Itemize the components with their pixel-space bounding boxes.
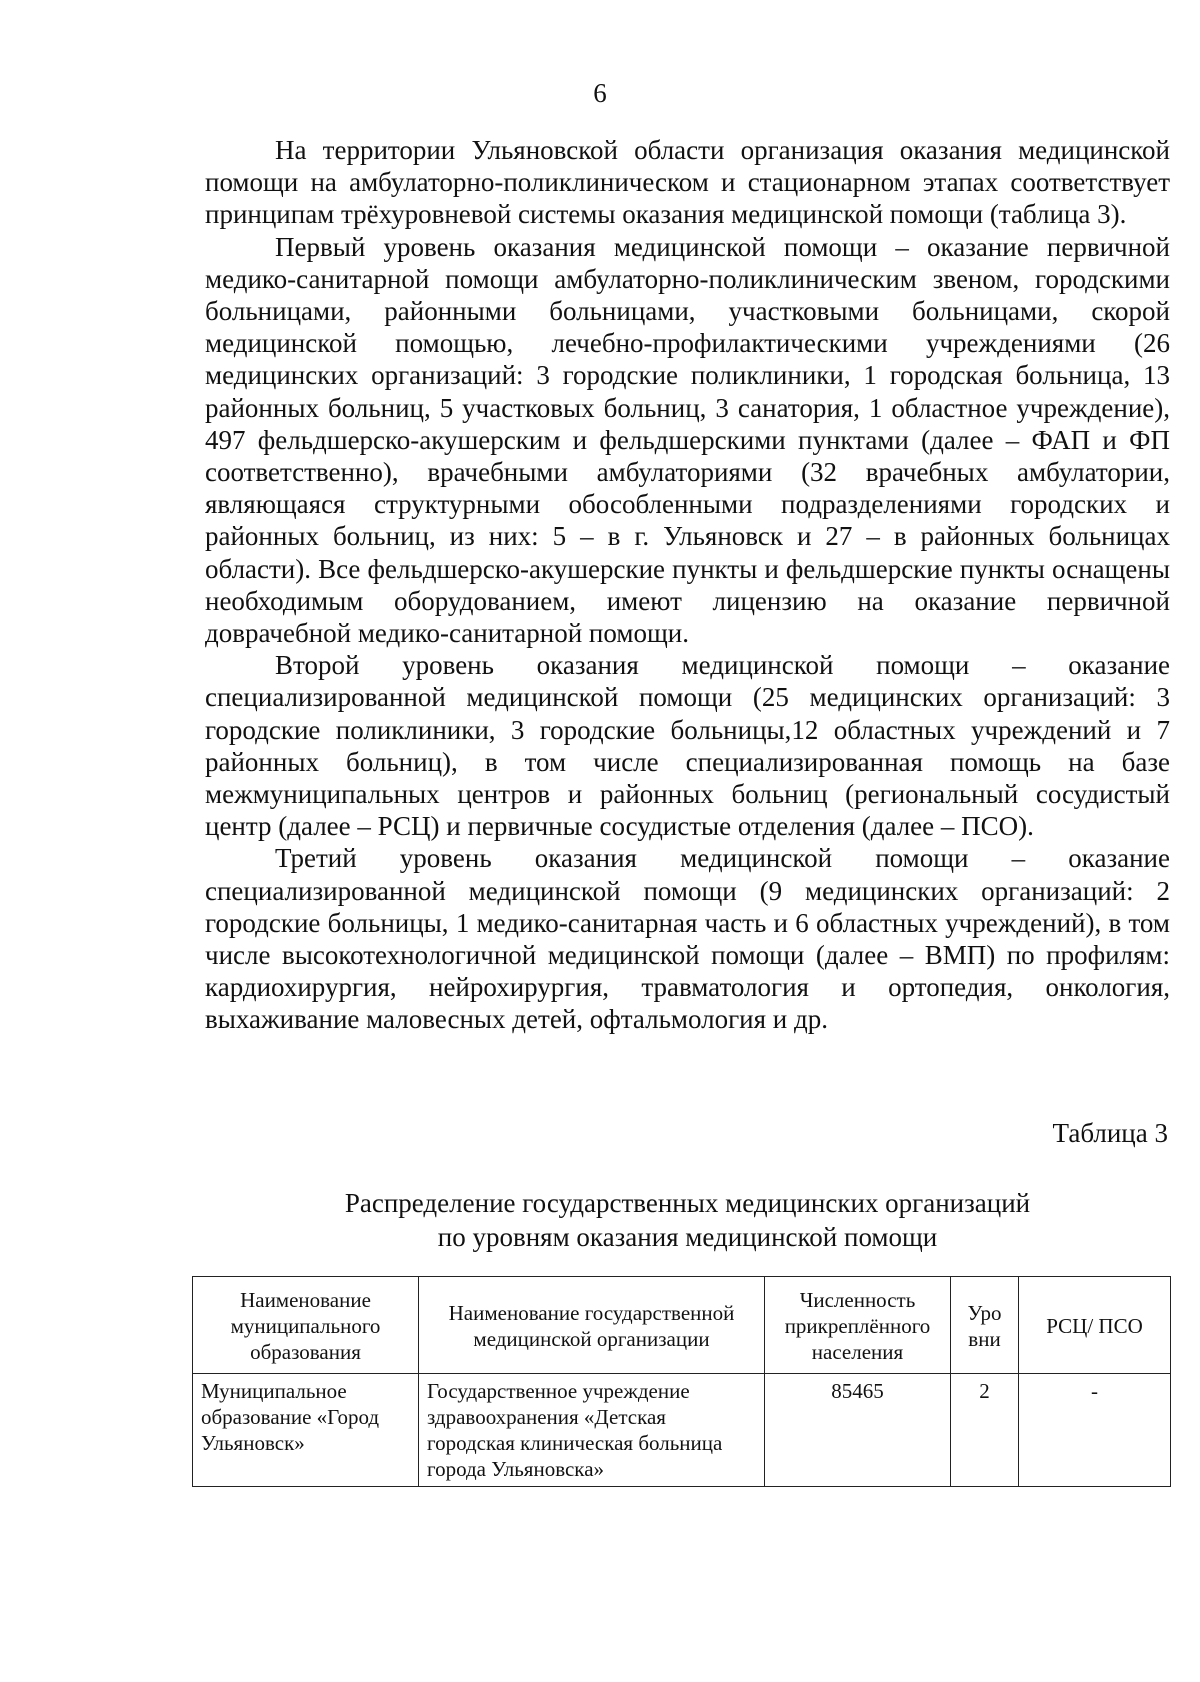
paragraph-first-level: Первый уровень оказания медицинской помощи – оказание первичной медико-санитарной помощи амбулаторно-поликлиническим звеном, городскими больницами, районными больницами, участковыми больницами, скорой медицинской помощью, лечебно-профилактическими учреждениями (26 медицинских организаций: 3 городские поликлиники, 1 городская больница, 13 районных больниц, 5 участковых больниц, 3 санатория, 1 областное учреждение), 497 фельдшерско-акушерским и фельдшерскими пунктами (далее – ФАП и ФП соответственно), врачебными амбулаториями (32 врачебных амбулатории, являющаяся структурными обособленными подразделениями городских и районных больниц, из них: 5 – в г. Ульяновск и 27 – в районных больницах области). Все фельдшерско-акушерские пункты и фельдшерские пункты оснащены необходимым оборудованием, имеют лицензию на оказание первичной доврачебной медико-санитарной помощи. (205, 231, 1170, 649)
paragraph-second-level: Второй уровень оказания медицинской помощи – оказание специализированной медицинской помощи (25 медицинских организаций: 3 городские поликлиники, 3 городские больницы,12 областных учреждений и 7 районных больниц), в том числе специализированная помощь на базе межмуниципальных центров и районных больниц (региональный сосудистый центр (далее – РСЦ) и первичные сосудистые отделения (далее – ПСО). (205, 650, 1170, 842)
cell-level: 2 (951, 1374, 1019, 1487)
organizations-table (192, 1276, 1171, 1487)
header-levels: Уро вни (951, 1277, 1019, 1374)
cell-rsc-pso: - (1019, 1374, 1171, 1487)
cell-municipality: Муниципальное образование «Город Ульяновск» (193, 1374, 419, 1487)
header-population: Численность прикреплённого населения (765, 1277, 951, 1374)
table-caption: Таблица 3 (1052, 1118, 1168, 1148)
cell-organization: Государственное учреждение здравоохранения «Детская городская клиническая больница города Ульяновска» (419, 1374, 765, 1487)
body-text (205, 134, 1170, 1036)
table-row (193, 1374, 1171, 1487)
table-title (205, 1186, 1170, 1254)
paragraph-intro: На территории Ульяновской области организация оказания медицинской помощи на амбулаторно-поликлиническом и стационарном этапах соответствует принципам трёхуровневой системы оказания медицинской помощи (таблица 3). (205, 135, 1170, 230)
table-header-row (193, 1277, 1171, 1374)
header-municipality: Наименование муниципального образования (193, 1277, 419, 1374)
paragraph-third-level: Третий уровень оказания медицинской помощи – оказание специализированной медицинской помощи (9 медицинских организаций: 2 городские больницы, 1 медико-санитарная часть и 6 областных учреждений), в том числе высокотехнологичной медицинской помощи (далее – ВМП) по профилям: кардиохирургия, нейрохирургия, травматология и ортопедия, онкология, выхаживание маловесных детей, офтальмология и др. (205, 843, 1170, 1035)
header-organization: Наименование государственной медицинской организации (419, 1277, 765, 1374)
table-title-line-1: Распределение государственных медицинских организаций (344, 1188, 1031, 1218)
page-number: 6 (593, 78, 607, 108)
table-title-line-2: по уровням оказания медицинской помощи (437, 1222, 938, 1252)
header-rsc-pso: РСЦ/ ПСО (1019, 1277, 1171, 1374)
cell-population: 85465 (765, 1374, 951, 1487)
